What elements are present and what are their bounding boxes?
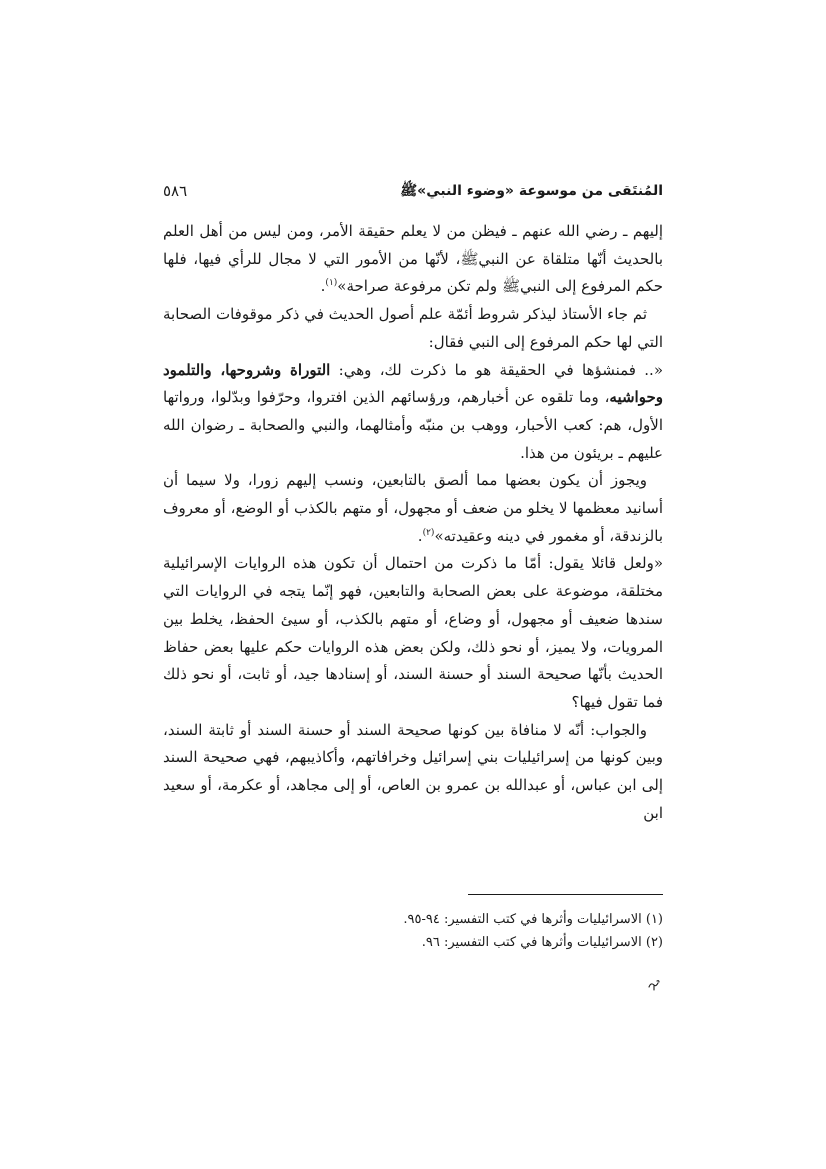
- footnote-marker-2: (٢): [422, 527, 435, 538]
- footnote-marker-1: (١): [325, 278, 338, 289]
- body-text: [163, 218, 663, 827]
- paragraph-quote-2: [163, 467, 663, 550]
- page-number: ٥٨٦: [163, 182, 188, 200]
- paragraph-text: ثم جاء الأستاذ ليذكر شروط أئمّة علم أصول الحديث في ذكر موقوفات الصحابة التي لها حكم المرفوع إلى النبي فقال:: [163, 305, 663, 351]
- paragraph-text: «ولعل قائلا يقول: أمّا ما ذكرت من احتمال أن تكون هذه الروايات الإسرائيلية مختلقة، موضوعة على بعض الصحابة والتابعين، فهو إنّما يتجه في الروايات التي سندها ضعيف أو مجهول، أو وضاع، أو متهم بالكذب، أو سيئ الحفظ، يخلط بين المرويات، ولا يميز، أو نحو ذلك، ولكن بعض هذه الروايات حكم عليها بعض حفاظ الحديث بأنّها صحيحة السند أو حسنة السند، أو إسنادها جيد، أو ثابت، أو نحو ذلك فما تقول فيها؟: [163, 554, 663, 711]
- paragraph-intro: [163, 301, 663, 356]
- paragraph-text: والجواب: أنّه لا منافاة بين كونها صحيحة السند أو حسنة السند أو ثابتة السند، وبين كونها من إسرائيليات بني إسرائيل وخرافاتهم، وأكاذيبهم، فهي صحيحة السند إلى ابن عباس، أو عبدالله بن عمرو بن العاص، أو إلى مجاهد، أو عكرمة، أو سعيد ابن: [163, 720, 663, 822]
- running-header: [163, 180, 663, 206]
- paragraph-quote-1: [163, 357, 663, 468]
- footnote-2: (٢) الاسرائيليات وأثرها في كتب التفسير: ٩٦.: [421, 935, 663, 950]
- book-page: [163, 180, 663, 1080]
- footnotes: [163, 908, 663, 954]
- paragraph-tail: .: [320, 277, 326, 296]
- ornament-icon: [647, 978, 661, 992]
- paragraph-rest: ، وما تلقوه عن أخبارهم، ورؤسائهم الذين افتروا، وحرّفوا وبدّلوا، ورواتها الأول، هم: كعب الأحبار، ووهب بن منبّه وأمثالهما، والنبي والصحابة ـ رضوان الله عليهم ـ بريئون من هذا.: [163, 388, 663, 462]
- emphasis-torah-talmud: التوراة وشروحها، والتلمود وحواشيه: [163, 360, 663, 407]
- paragraph-objection: [163, 550, 663, 716]
- footnote-1: (١) الاسرائيليات وأثرها في كتب التفسير: ٩٤-٩٥.: [403, 912, 663, 927]
- paragraph-continuation: [163, 218, 663, 301]
- paragraph-text: ويجوز أن يكون بعضها مما ألصق بالتابعين، ونسب إليهم زورا، ولا سيما أن أسانيد معظمها لا يخلو من ضعف أو مجهول، أو متهم بالكذب أو الوضع، أو معروف بالزندقة، أو مغمور في دينه وعقيدته»: [163, 471, 663, 545]
- running-header-title: المُنتَقى من موسوعة «وضوء النبي»ﷺ: [400, 183, 663, 199]
- footnote-divider: [468, 894, 663, 895]
- paragraph-tail: .: [417, 526, 423, 545]
- paragraph-lead: «.. فمنشؤها في الحقيقة هو ما ذكرت لك، وهي:: [330, 360, 663, 379]
- paragraph-answer: [163, 717, 663, 828]
- paragraph-text: إليهم ـ رضي الله عنهم ـ فيظن من لا يعلم حقيقة الأمر، ومن ليس من أهل العلم بالحديث أنّها متلقاة عن النبيﷺ، لأنّها من الأمور التي لا مجال للرأي فيها، فلها حكم المرفوع إلى النبيﷺ ولم تكن مرفوعة صراحة»: [163, 222, 663, 296]
